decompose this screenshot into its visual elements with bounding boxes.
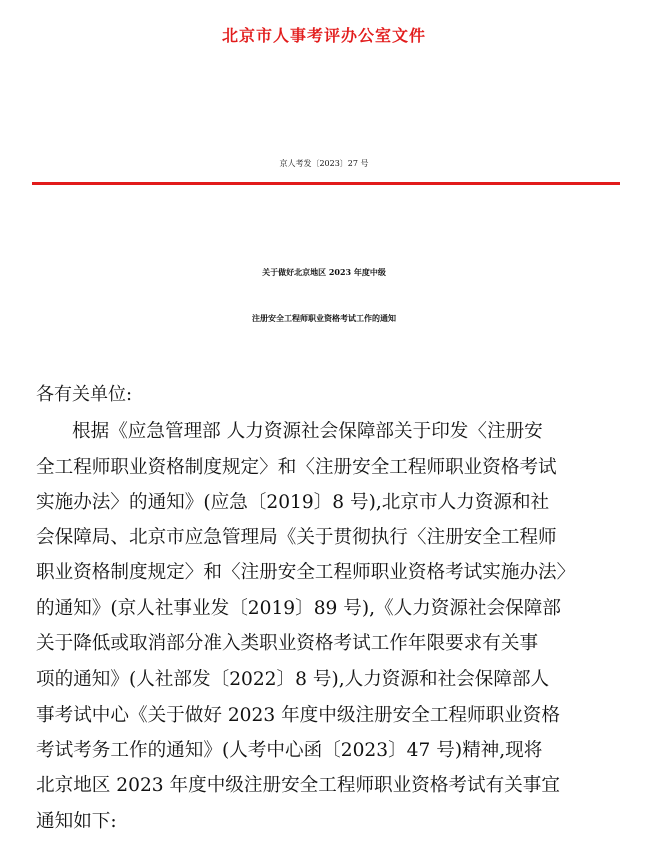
body-line: 全工程师职业资格制度规定〉和〈注册安全工程师职业资格考试 [36, 457, 557, 478]
salutation: 各有关单位: [36, 384, 133, 405]
body-line: 项的通知》(人社部发〔2022〕8 号),人力资源和社会保障部人 [36, 669, 550, 690]
body-line: 考试考务工作的通知》(人考中心函〔2023〕47 号)精神,现将 [36, 740, 543, 761]
body-line: 会保障局、北京市应急管理局《关于贯彻执行〈注册安全工程师 [36, 527, 557, 548]
body-line: 北京地区 2023 年度中级注册安全工程师职业资格考试有关事宜 [36, 775, 560, 796]
notice-title-line-1: 关于做好北京地区 2023 年度中级 [262, 267, 386, 277]
body-line: 实施办法〉的通知》(应急〔2019〕8 号),北京市人力资源和社 [36, 492, 550, 513]
red-divider-line [32, 182, 620, 185]
body-line: 根据《应急管理部 人力资源社会保障部关于印发〈注册安 [72, 421, 543, 442]
document-number: 京人考发〔2023〕27 号 [279, 159, 369, 168]
body-line: 关于降低或取消部分准入类职业资格考试工作年限要求有关事 [36, 633, 539, 654]
body-line: 的通知》(京人社事业发〔2019〕89 号),《人力资源社会保障部 [36, 598, 561, 619]
notice-title-line-2: 注册安全工程师职业资格考试工作的通知 [252, 313, 396, 323]
issuing-organization-header: 北京市人事考评办公室文件 [221, 26, 426, 45]
body-line: 通知如下: [36, 811, 117, 832]
body-line: 职业资格制度规定〉和〈注册安全工程师职业资格考试实施办法〉 [36, 562, 576, 583]
body-line: 事考试中心《关于做好 2023 年度中级注册安全工程师职业资格 [36, 705, 560, 726]
